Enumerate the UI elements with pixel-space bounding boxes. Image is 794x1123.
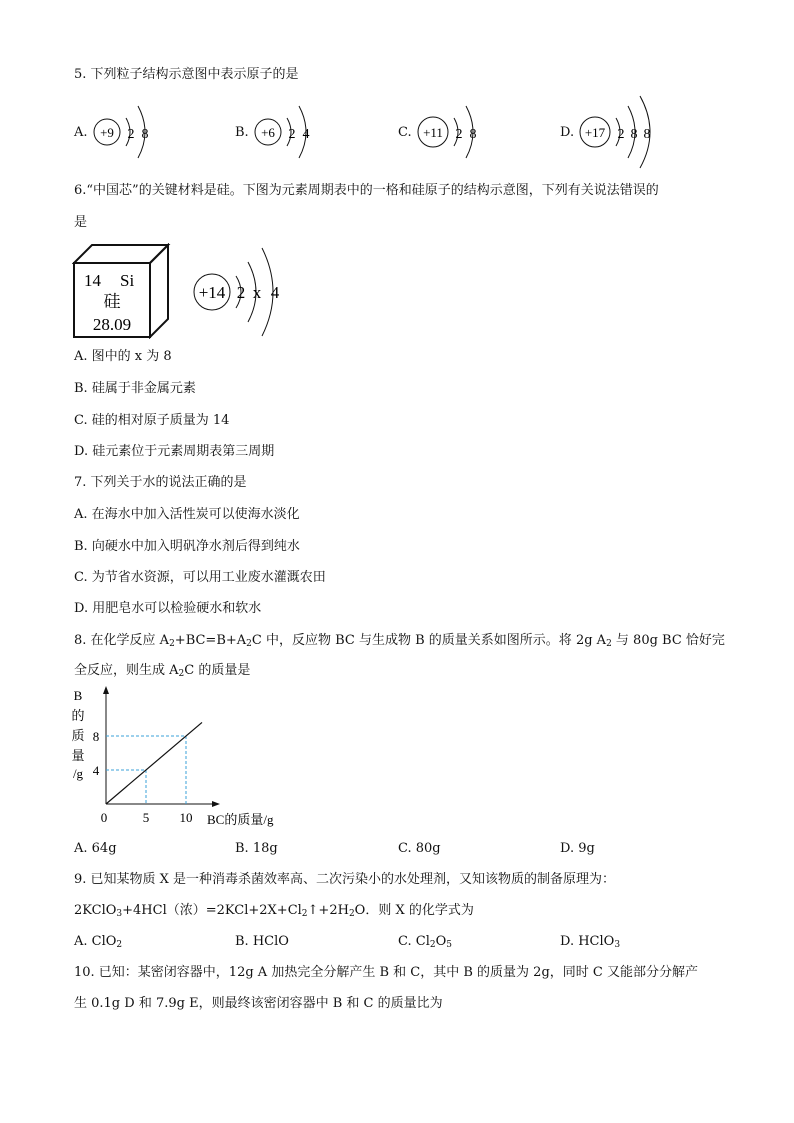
q6-stem-line2: 是 — [74, 215, 88, 230]
q8-stem-line2: 全反应，则生成 $A_2C$ 的质量是 — [74, 663, 251, 679]
q9-option-a[interactable]: A. ClO$_2$ — [74, 934, 123, 950]
q5-option-b-letter[interactable]: B. — [235, 125, 249, 140]
y-axis-label-line: 量 — [71, 748, 85, 763]
x-axis-label: BC的质量/g — [207, 812, 274, 827]
y-tick-label: 8 — [92, 729, 100, 744]
q10-stem-line1: 10. 已知：某密闭容器中，12g A 加热完全分解产生 B 和 C，其中 B 的质量为 2g，同时 C 又能部分分解产 — [74, 965, 698, 980]
q6-option-a[interactable]: A. 图中的 x 为 8 — [74, 349, 172, 364]
nucleus-charge: +14 — [198, 283, 226, 302]
shell-electrons: 8 — [630, 127, 638, 142]
y-axis-arrow — [103, 686, 109, 694]
q5-atom-diagram-d — [578, 94, 678, 170]
q8-mass-chart — [66, 686, 306, 830]
y-axis-label-line: /g — [72, 766, 84, 781]
q8-option-b[interactable]: B. 18g — [235, 841, 278, 856]
atomic-number: 14 — [84, 271, 101, 290]
silicon-atom-diagram — [192, 244, 292, 340]
y-axis-label-line: 的 — [71, 708, 85, 723]
q6-stem-line1: 6.“中国芯”的关键材料是硅。下图为元素周期表中的一格和硅原子的结构示意图，下列有关说法错误的 — [74, 183, 659, 198]
nucleus-charge: +9 — [100, 125, 114, 140]
q7-option-d[interactable]: D. 用肥皂水可以检验硬水和软水 — [74, 601, 262, 616]
element-name: 硅 — [103, 292, 121, 311]
q5-option-d-letter[interactable]: D. — [560, 125, 575, 140]
x-axis-arrow — [212, 801, 220, 807]
shell-electrons: 8 — [469, 127, 477, 142]
nucleus-charge: +11 — [423, 125, 443, 140]
q5-option-c-letter[interactable]: C. — [398, 125, 412, 140]
q5-atom-diagram-b — [253, 98, 333, 168]
shell-electrons: x — [252, 283, 262, 302]
q7-option-b[interactable]: B. 向硬水中加入明矾净水剂后得到纯水 — [74, 539, 300, 554]
shell-electrons: 8 — [141, 127, 149, 142]
q9-equation: 2KClO$_3$+4HCl（浓）$=2KCl+2X+Cl_2↑+2H_2O$．则 X 的化学式为 — [74, 903, 474, 919]
shell-electrons: 2 — [127, 127, 135, 142]
q7-option-c[interactable]: C. 为节省水资源，可以用工业废水灌溉农田 — [74, 570, 326, 585]
q5-atom-diagram-a — [92, 98, 172, 168]
q8-option-d[interactable]: D. 9g — [560, 841, 595, 856]
y-axis-label-line: 质 — [71, 728, 85, 743]
q5-option-a-letter[interactable]: A. — [74, 125, 88, 140]
q6-option-d[interactable]: D. 硅元素位于元素周期表第三周期 — [74, 444, 275, 459]
y-tick-label: 4 — [92, 763, 100, 778]
shell-electrons: 4 — [270, 283, 280, 302]
shell-electrons: 2 — [236, 283, 246, 302]
x-tick-label: 10 — [179, 810, 193, 825]
q9-stem: 9. 已知某物质 X 是一种消毒杀菌效率高、二次污染小的水处理剂，又知该物质的制备原理为： — [74, 872, 616, 887]
q9-option-d[interactable]: D. HClO$_3$ — [560, 934, 621, 950]
q7-stem: 7. 下列关于水的说法正确的是 — [74, 475, 247, 490]
q9-option-b[interactable]: B. HClO — [235, 934, 289, 949]
q6-option-c[interactable]: C. 硅的相对原子质量为 14 — [74, 413, 230, 428]
atomic-mass: 28.09 — [92, 315, 132, 334]
q9-option-c[interactable]: C. $Cl_2O_5$ — [398, 934, 452, 950]
shell-electrons: 2 — [455, 127, 463, 142]
shell-electrons: 2 — [617, 127, 625, 142]
q6-option-b[interactable]: B. 硅属于非金属元素 — [74, 381, 196, 396]
q5-stem: 5. 下列粒子结构示意图中表示原子的是 — [74, 67, 299, 82]
q5-atom-diagram-c — [416, 98, 496, 168]
q7-option-a[interactable]: A. 在海水中加入活性炭可以使海水淡化 — [74, 507, 300, 522]
x-tick-label: 0 — [100, 810, 108, 825]
periodic-table-cell — [72, 243, 176, 339]
series-line — [106, 722, 202, 804]
shell-electrons: 8 — [643, 127, 651, 142]
q8-stem-line1: 8. 在化学反应 $A_2+BC=B+A_2C$ 中，反应物 BC 与生成物 B 的质量关系如图所示。将 2g $A_2$ 与 80g BC 恰好完 — [74, 633, 725, 649]
q8-option-c[interactable]: C. 80g — [398, 841, 441, 856]
nucleus-charge: +6 — [261, 125, 275, 140]
y-axis-label-line: B — [73, 688, 83, 703]
q10-stem-line2: 生 0.1g D 和 7.9g E，则最终该密闭容器中 B 和 C 的质量比为 — [74, 996, 443, 1011]
y-axis-label — [71, 688, 84, 781]
element-symbol: Si — [120, 271, 135, 290]
shell-electrons: 4 — [302, 127, 310, 142]
shell-electrons: 2 — [288, 127, 296, 142]
nucleus-charge: +17 — [584, 125, 606, 140]
x-tick-label: 5 — [142, 810, 150, 825]
q8-option-a[interactable]: A. 64g — [74, 841, 117, 856]
